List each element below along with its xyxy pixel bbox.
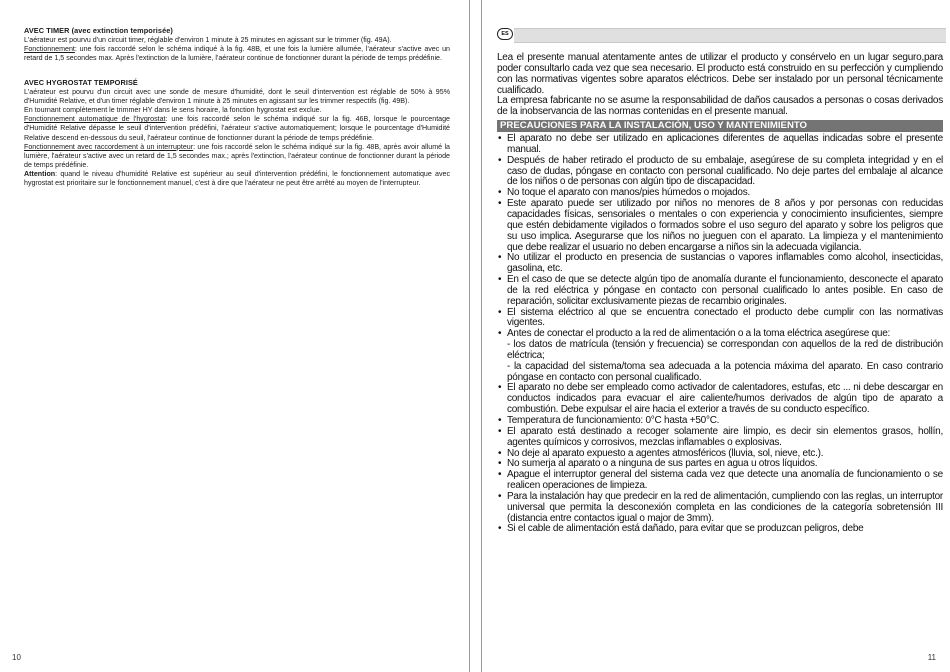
- list-item: • No toque el aparato con manos/pies húmedos o mojados.: [497, 188, 943, 199]
- list-item: • En el caso de que se detecte algún tipo de anomalía durante el funcionamiento, desconecte el aparato de la red eléctrica y póngase en contacto con personal cualificado lo antes posible. En caso de reparación, solicitar exclusivamente piezas de recambio originales.: [497, 275, 943, 308]
- timer-heading: AVEC TIMER (avec extinction temporisée): [24, 26, 173, 35]
- timer-paragraph-2: [24, 45, 450, 63]
- list-item: • El aparato está destinado a recoger solamente aire limpio, es decir sin elementos grasos, hollín, agentes químicos y corrosivos, mezclas inflamables o explosivas.: [497, 427, 943, 449]
- timer-operation-label: Fonctionnement: [24, 45, 75, 54]
- list-item: • Después de haber retirado el producto de su embalaje, asegúrese de su completa integridad y en el caso de dudas, póngase en contacto con personal cualificado. No deje partes del embalaje al alcance de los niños o de personas con algún tipo de discapacidad.: [497, 156, 943, 189]
- list-item: • Para la instalación hay que predecir en la red de alimentación, cumpliendo con las reglas, un interruptor universal que permita la desconexión completa en las condiciones de la categoría sobretensión III (distancia entre contactos igual o major de 3mm).: [497, 492, 943, 525]
- hygro-paragraph-1: L'aérateur est pourvu d'un circuit avec une sonde de mesure d'humidité, dont le seuil d'intervention est réglable de 50% à 95% d'Humidité Relative, et d'un timer réglable d'environ 1 minute à 25 minutes en agissant sur les trimmer respectifs (fig. 49B).: [24, 87, 450, 105]
- hygro-auto-label: Fonctionnement automatique de l'hygrostat: [24, 115, 166, 124]
- hygro-auto-text: : une fois raccordé selon le schéma indiqué sur la fig. 46B, lorsque le pourcentage d'Humidité Relative dépasse le seuil d'intervention prédéfini, l'aérateur s'active automatiquement; lorsque le pourcentage d'Humidité Relative descend en-dessous du seuil, l'aérateur continue de fonctionner durant la période de temps prédéfinie.: [24, 115, 450, 142]
- section-gap: [24, 64, 450, 78]
- list-item: • No deje al aparato expuesto a agentes atmosféricos (lluvia, sol, nieve, etc.).: [497, 449, 943, 460]
- hygro-heading: AVEC HYGROSTAT TEMPORISÉ: [24, 77, 138, 87]
- right-page: [481, 0, 950, 672]
- header-bar: [514, 28, 946, 43]
- right-column: [497, 53, 943, 535]
- left-page: [0, 0, 470, 672]
- precautions-list-continued: [497, 383, 943, 535]
- list-item: • El aparato no debe ser empleado como activador de calentadores, estufas, etc ... ni debe descargar en conductos indicados para evacuar el aire caliente/humos derivados de algún tipo de aparato a combustión. Debe expulsar el aire hacia el exterior a través de su conducto específico.: [497, 383, 943, 416]
- page-number-right: 11: [927, 653, 936, 662]
- list-item: • Si el cable de alimentación está dañado, para evitar que se produzcan peligros, debe: [497, 524, 943, 535]
- list-item: • No sumerja al aparato o a ninguna de sus partes en agua u otros líquidos.: [497, 459, 943, 470]
- section-title: PRECAUCIONES PARA LA INSTALACIÓN, USO Y MANTENIMIENTO: [497, 120, 943, 132]
- hygro-switch-text: : une fois raccordé selon le schéma indiqué sur la fig. 48B, après avoir allumé la lumière, l'aérateur s'active avec un retard de 1,5 secondes max.; après l'extinction, l'aérateur continue de fonctionner durant la période de temps prédéfinie.: [24, 142, 450, 170]
- language-badge: ES: [497, 28, 513, 40]
- list-item: • Apague el interruptor general del sistema cada vez que detecte una anomalía de funcionamiento o se realicen operaciones de limpieza.: [497, 470, 943, 492]
- list-item: • Este aparato puede ser utilizado por niños no menores de 8 años y por personas con reducidas capacidades físicas, sensoriales o mentales o con experiencia y conocimiento insuficientes, siempre que estén debidamente vigilados o formados sobre el uso seguro del aparato y sobre los peligros que su uso implica. Asegurarse que los niños no jueguen con el aparato. La limpieza y el mantenimiento que debe realizar el usuario no deben encargarse a niños sin la adecuada vigilancia.: [497, 199, 943, 253]
- left-column: [24, 26, 450, 189]
- sub-item: - los datos de matrícula (tensión y frecuencia) se correspondan con aquellos de la red de distribución eléctrica;: [507, 339, 943, 361]
- precautions-list: [497, 134, 943, 340]
- attention-label: Attention: [24, 170, 56, 179]
- list-item: • El sistema eléctrico al que se encuentra conectado el producto debe cumplir con las normativas vigentes.: [497, 308, 943, 330]
- list-item: • No utilizar el producto en presencia de sustancias o vapores inflamables como alcohol, insecticidas, gasolina, etc.: [497, 253, 943, 275]
- intro-paragraph-2: La empresa fabricante no se asume la responsabilidad de daños causados a personas o cosas derivados de la inobservancia de las normas contenidas en el presente manual.: [497, 95, 943, 118]
- hygro-switch-label: Fonctionnement avec raccordement à un interrupteur: [24, 142, 194, 151]
- timer-operation-text: : une fois raccordé selon le schéma indiqué à la fig. 48B, et une fois la lumière allumée, l'aérateur s'active avec un retard de 1,5 secondes max. Après l'extinction de la lumière, l'aérateur continue de fonctionner durant la période de temps prédéfinie.: [24, 45, 450, 63]
- list-item: • El aparato no debe ser utilizado en aplicaciones diferentes de aquellas indicadas sobre el presente manual.: [497, 134, 943, 156]
- page-number-left: 10: [12, 653, 21, 662]
- list-item: • Temperatura de funcionamiento: 0°C hasta +50°C.: [497, 416, 943, 427]
- hygro-paragraph-4: [24, 143, 450, 170]
- timer-paragraph-1: L'aérateur est pourvu d'un circuit timer, réglable d'environ 1 minute à 25 minutes en agissant sur le trimmer (fig. 49A).: [24, 36, 392, 45]
- intro-paragraph-1: Lea el presente manual atentamente antes de utilizar el producto y consérvelo en un lugar seguro,para poder consultarlo cada vez que sea necesario. El producto está construido en su perfección y cumpliendo con las normativas vigentes sobre aparatos eléctricos. Debe ser instalado por un personal técnicamente cualificado.: [497, 52, 943, 96]
- attention-text: : quand le niveau d'humidité Relative est supérieur au seuil d'intervention prédéfini, le fonctionnement automatique avec hygrostat est prioritaire sur le fonctionnement manuel, c'est à dire que l'aérateur ne peut être arrêté au moyen de l'interrupteur.: [24, 170, 450, 188]
- hygro-paragraph-5: [24, 170, 450, 188]
- hygro-paragraph-2: En tournant complètement le trimmer HY dans le sens horaire, la fonction hygrostat est exclue.: [24, 106, 322, 115]
- list-item: • Antes de conectar el producto a la red de alimentación o a la toma eléctrica asegúrese que:: [497, 329, 943, 340]
- sub-item: - la capacidad del sistema/toma sea adecuada a la potencia máxima del aparato. En caso contrario póngase en contacto con personal cualificado.: [507, 360, 943, 383]
- hygro-paragraph-3: [24, 115, 450, 142]
